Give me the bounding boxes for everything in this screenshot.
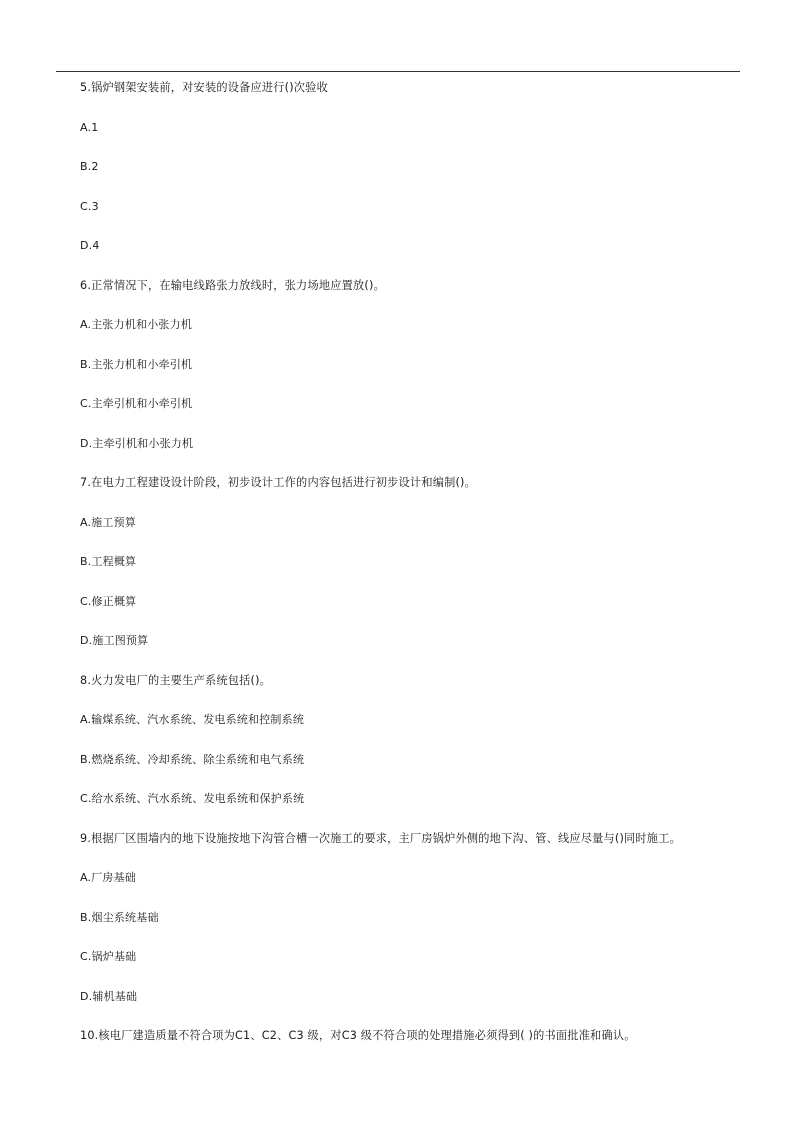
option-6b: B.主张力机和小牵引机 [80, 357, 193, 371]
option-9a: A.厂房基础 [80, 871, 137, 884]
option-5d: D.4 [80, 239, 100, 252]
option-7d: D.施工图预算 [80, 634, 149, 647]
option-8a: A.输煤系统、汽水系统、发电系统和控制系统 [80, 713, 305, 726]
option-5b: B.2 [80, 160, 99, 173]
question-8: 8.火力发电厂的主要生产系统包括()。 [80, 673, 272, 687]
question-9: 9.根据厂区围墙内的地下设施按地下沟管合槽一次施工的要求，主厂房锅炉外侧的地下沟、管、线应尽量与()同时施工。 [80, 831, 681, 845]
option-8c: C.给水系统、汽水系统、发电系统和保护系统 [80, 792, 305, 805]
option-9c: C.锅炉基础 [80, 950, 137, 963]
option-5a: A.1 [80, 120, 99, 134]
question-7: 7.在电力工程建设设计阶段，初步设计工作的内容包括进行初步设计和编制()。 [80, 476, 476, 489]
option-7a: A.施工预算 [80, 515, 137, 529]
option-5c: C.3 [80, 199, 99, 213]
option-6d: D.主牵引机和小张力机 [80, 436, 194, 450]
option-9d: D.辅机基础 [80, 989, 138, 1003]
option-7c: C.修正概算 [80, 594, 137, 608]
option-6c: C.主牵引机和小牵引机 [80, 397, 193, 410]
option-9b: B.烟尘系统基础 [80, 910, 159, 924]
option-8b: B.燃烧系统、冷却系统、除尘系统和电气系统 [80, 752, 305, 766]
header-divider [56, 71, 740, 72]
option-6a: A.主张力机和小张力机 [80, 318, 193, 331]
question-list [80, 79, 740, 1067]
question-10: 10.核电厂建造质量不符合项为C1、C2、C3 级，对C3 级不符合项的处理措施必须得到( )的书面批准和确认。 [80, 1029, 636, 1042]
question-5: 5.锅炉钢架安装前，对安装的设备应进行()次验收 [80, 81, 328, 94]
question-6: 6.正常情况下，在输电线路张力放线时，张力场地应置放()。 [80, 278, 385, 292]
option-7b: B.工程概算 [80, 555, 137, 568]
